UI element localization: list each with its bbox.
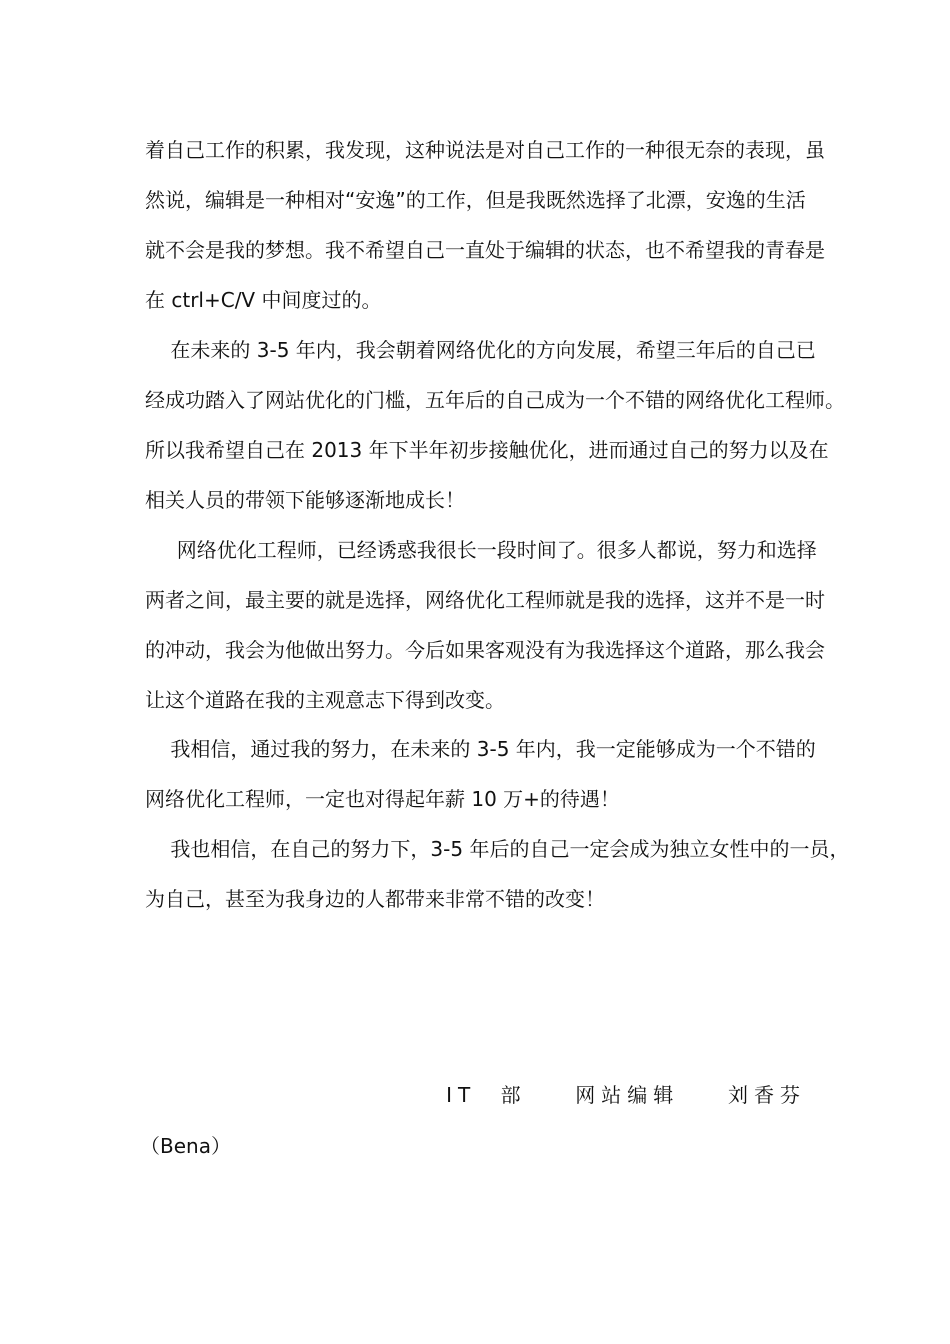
body-text-line: 在 ctrl+C/V 中间度过的。 <box>145 288 382 312</box>
body-text-line: 就不会是我的梦想。我不希望自己一直处于编辑的状态，也不希望我的青春是 <box>145 238 825 262</box>
body-text-line: 相关人员的带领下能够逐渐地成长！ <box>145 488 465 512</box>
body-text-line: 经成功踏入了网站优化的门槛，五年后的自己成为一个不错的网络优化工程师。 <box>145 388 845 412</box>
body-text-line: 网络优化工程师，已经诱惑我很长一段时间了。很多人都说，努力和选择 <box>145 538 817 562</box>
body-text-line: 让这个道路在我的主观意志下得到改变。 <box>145 688 505 712</box>
body-text-line: 在未来的 3-5 年内，我会朝着网络优化的方向发展，希望三年后的自己已 <box>145 338 816 362</box>
signature-line: IT 部 网站编辑 刘香芬 <box>446 1083 806 1107</box>
body-text-line: 为自己，甚至为我身边的人都带来非常不错的改变！ <box>145 887 605 911</box>
body-text-line: 所以我希望自己在 2013 年下半年初步接触优化，进而通过自己的努力以及在 <box>145 438 829 462</box>
body-text-line: 着自己工作的积累，我发现，这种说法是对自己工作的一种很无奈的表现，虽 <box>145 138 825 162</box>
body-text-line: 网络优化工程师，一定也对得起年薪 10 万+的待遇！ <box>145 787 620 811</box>
body-text-line: 然说，编辑是一种相对“安逸”的工作，但是我既然选择了北漂，安逸的生活 <box>145 188 806 212</box>
body-text-line: 两者之间，最主要的就是选择，网络优化工程师就是我的选择，这并不是一时 <box>145 588 825 612</box>
body-text-line: 我相信，通过我的努力，在未来的 3-5 年内，我一定能够成为一个不错的 <box>145 737 816 761</box>
body-text-line: 我也相信，在自己的努力下，3-5 年后的自己一定会成为独立女性中的一员， <box>145 837 850 861</box>
body-text-line: 的冲动，我会为他做出努力。今后如果客观没有为我选择这个道路，那么我会 <box>145 638 825 662</box>
signature-name-en: （Bena） <box>140 1134 231 1158</box>
